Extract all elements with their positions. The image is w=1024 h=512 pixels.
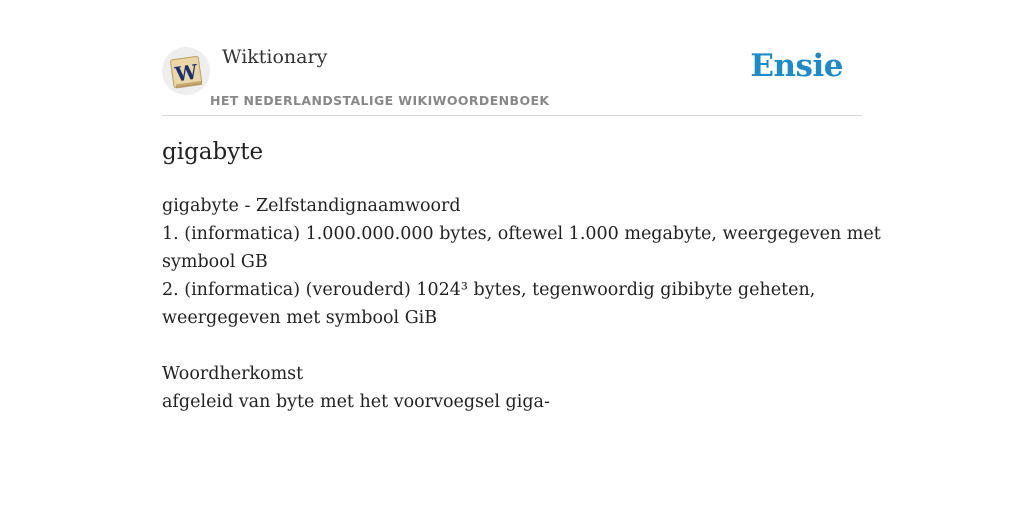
ensie-brand-link[interactable]: Ensie — [750, 48, 843, 84]
definition-2-line-2: weergegeven met symbool GiB — [162, 308, 438, 328]
definition-header: gigabyte - Zelfstandignaamwoord — [162, 196, 461, 216]
etymology-text: afgeleid van byte met het voorvoegsel giga- — [162, 392, 550, 412]
entry-content — [162, 192, 881, 416]
definition-1-line-1: 1. (informatica) 1.000.000.000 bytes, oftewel 1.000 megabyte, weergegeven met — [162, 224, 881, 244]
etymology-label: Woordherkomst — [162, 364, 304, 384]
section-spacer — [162, 332, 862, 360]
site-name[interactable]: Wiktionary — [222, 46, 328, 68]
site-header — [162, 0, 862, 116]
page-title: gigabyte — [162, 139, 264, 165]
site-tagline: HET NEDERLANDSTALIGE WIKIWOORDENBOEK — [210, 93, 550, 108]
svg-text:W: W — [173, 59, 200, 87]
entry-card — [162, 0, 881, 512]
definition-1-line-2: symbool GB — [162, 252, 268, 272]
wiktionary-logo-icon[interactable] — [162, 47, 210, 95]
definition-2-line-1: 2. (informatica) (verouderd) 1024³ bytes, tegenwoordig gibibyte geheten, — [162, 280, 816, 300]
